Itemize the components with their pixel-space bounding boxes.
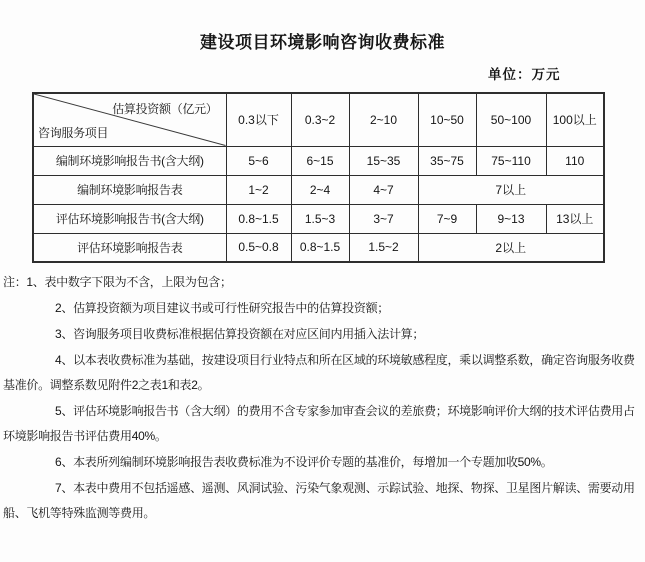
- fee-cell: 4~7: [349, 175, 418, 204]
- notes-prefix: 注：: [3, 275, 27, 289]
- fee-cell: 0.5~0.8: [226, 233, 291, 262]
- column-header: 50~100: [476, 93, 546, 146]
- fee-cell: 35~75: [418, 146, 476, 175]
- fee-cell-merged: 2以上: [418, 233, 604, 262]
- column-header: 10~50: [418, 93, 476, 146]
- fee-cell: 3~7: [349, 204, 418, 233]
- note-item-7: 7、本表中费用不包括遥感、遥测、风洞试验、污染气象观测、示踪试验、地探、物探、卫星图片解读、需要动用船、飞机等特殊监测等费用。: [3, 481, 635, 520]
- column-header: 0.3以下: [226, 93, 291, 146]
- table-row: [33, 233, 604, 262]
- note-item-4: 4、以本表收费标准为基础，按建设项目行业特点和所在区域的环境敏感程度，乘以调整系数，确定咨询服务收费基准价。调整系数见附件2之表1和表2。: [3, 353, 635, 392]
- note-text: 1、表中数字下限为不含，上限为包含；: [26, 275, 232, 289]
- fee-cell: 2~4: [291, 175, 349, 204]
- notes-section: [3, 270, 639, 526]
- table-row: [33, 204, 604, 233]
- fee-cell: 1.5~3: [291, 204, 349, 233]
- unit-label: 单位：万元: [488, 67, 561, 82]
- corner-label-investment: 估算投资额（亿元）: [112, 102, 218, 116]
- row-label: 编制环境影响报告书(含大纲): [33, 146, 226, 175]
- table-row: [33, 146, 604, 175]
- row-label: 编制环境影响报告表: [33, 175, 226, 204]
- column-header: 0.3~2: [291, 93, 349, 146]
- column-header: 100以上: [546, 93, 604, 146]
- fee-cell: 75~110: [476, 146, 546, 175]
- fee-cell: 13以上: [546, 204, 604, 233]
- fee-cell: 0.8~1.5: [226, 204, 291, 233]
- table-row: [33, 175, 604, 204]
- note-item-6: 6、本表所列编制环境影响报告表收费标准为不设评价专题的基准价，每增加一个专题加收50%。: [55, 455, 553, 469]
- fee-cell: 15~35: [349, 146, 418, 175]
- page-title: 建设项目环境影响咨询收费标准: [200, 33, 445, 52]
- fee-cell: 9~13: [476, 204, 546, 233]
- row-label: 评估环境影响报告书(含大纲): [33, 204, 226, 233]
- note-item-1: [3, 270, 639, 295]
- column-header: 2~10: [349, 93, 418, 146]
- note-item-5: 5、评估环境影响报告书（含大纲）的费用不含专家参加审查会议的差旅费；环境影响评价大纲的技术评估费用占环境影响报告书评估费用40%。: [3, 404, 635, 443]
- corner-label-service: 咨询服务项目: [38, 125, 109, 140]
- fee-cell: 5~6: [226, 146, 291, 175]
- note-item-3: 3、咨询服务项目收费标准根据估算投资额在对应区间内用插入法计算；: [55, 327, 425, 341]
- fee-cell: 0.8~1.5: [291, 233, 349, 262]
- row-label: 评估环境影响报告表: [33, 233, 226, 262]
- diagonal-corner-cell: [33, 93, 226, 146]
- fee-cell-merged: 7以上: [418, 175, 604, 204]
- fee-cell: 7~9: [418, 204, 476, 233]
- fee-cell: 1~2: [226, 175, 291, 204]
- table-header-row: [33, 93, 604, 146]
- fee-cell: 110: [546, 146, 604, 175]
- fee-cell: 6~15: [291, 146, 349, 175]
- fee-standard-table: [32, 92, 605, 263]
- fee-cell: 1.5~2: [349, 233, 418, 262]
- note-item-2: 2、估算投资额为项目建议书或可行性研究报告中的估算投资额；: [55, 301, 389, 315]
